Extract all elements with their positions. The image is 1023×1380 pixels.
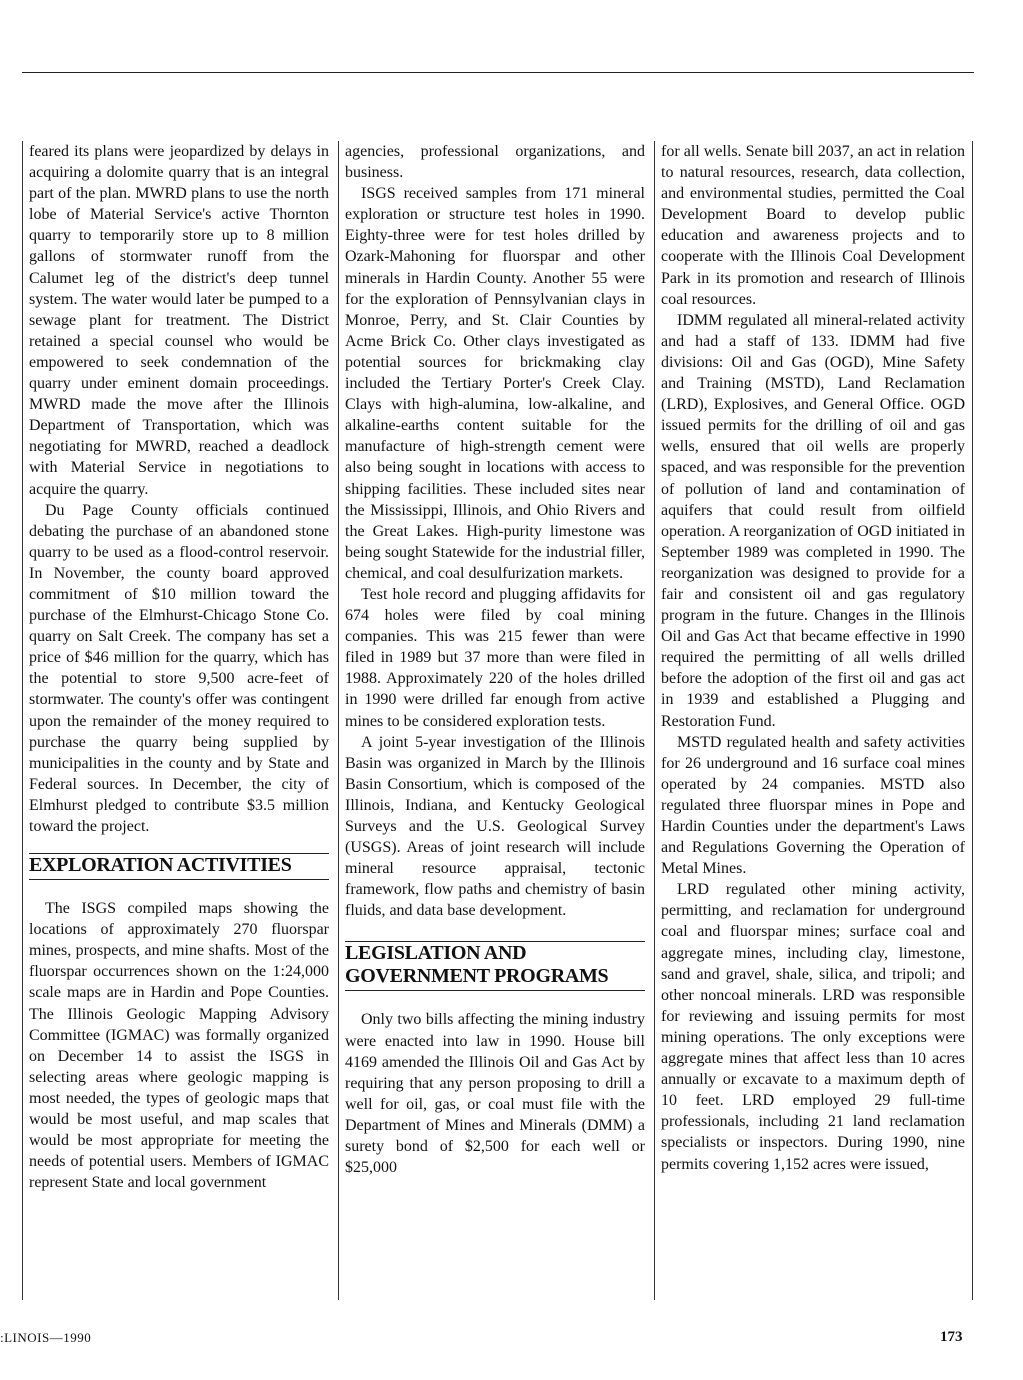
section-heading-legislation: LEGISLATION AND GOVERNMENT PROGRAMS [345, 941, 645, 991]
left-column [29, 141, 329, 1193]
paragraph: feared its plans were jeopardized by delays in acquiring a dolomite quarry that is an integral part of the plan. MWRD plans to use the north lobe of Material Service's active Thornton quarry to temporarily store up to 8 million gallons of stormwater runoff from the Calumet leg of the district's deep tunnel system. The water would later be pumped to a sewage plant for treatment. The District retained a special counsel who would be empowered to seek condemnation of the quarry under eminent domain proceedings. MWRD made the move after the Illinois Department of Transportation, which was negotiating for MWRD, reached a deadlock with Material Service in negotiations to acquire the quarry. [29, 143, 329, 498]
right-column [661, 141, 965, 1175]
paragraph: The ISGS compiled maps showing the locations of approximately 270 fluorspar mines, prospects, and mine shafts. Most of the fluorspar occurrences shown on the 1:24,000 scale maps are in Hardin and Pope Counties. The Illinois Geologic Mapping Advisory Committee (IGMAC) was formally organized on December 14 to assist the ISGS in selecting areas where geologic mapping is most needed, the types of geologic maps that would be most useful, and map scales that would be most appropriate for meeting the needs of potential users. Members of IGMAC represent State and local government [29, 900, 329, 1192]
middle-column [345, 141, 645, 1178]
column-divider [22, 141, 23, 1300]
paragraph: agencies, professional organizations, and business. [345, 143, 645, 182]
paragraph: A joint 5-year investigation of the Illinois Basin was organized in March by the Illinois Basin Consortium, which is composed of the Illinois, Indiana, and Kentucky Geological Surveys and the U.S. Geological Survey (USGS). Areas of joint research will include mineral resource appraisal, tectonic framework, flow paths and chemistry of basin fluids, and data base development. [345, 733, 645, 920]
paragraph: Du Page County officials continued debating the purchase of an abandoned stone quarry to be used as a flood-control reservoir. In November, the county board approved commitment of $10 million toward the purchase of the Elmhurst-Chicago Stone Co. quarry on Salt Creek. The company has set a price of $46 million for the quarry, which has the potential to store 9,500 acre-feet of stormwater. The county's offer was contingent upon the remainder of the money required to purchase the quarry being supplied by municipalities in the county and by State and Federal sources. In December, the city of Elmhurst pledged to contribute $3.5 million toward the project. [29, 501, 329, 835]
paragraph: for all wells. Senate bill 2037, an act in relation to natural resources, research, data collection, and environmental studies, permitted the Coal Development Board to develop public education and awareness projects and to cooperate with the Illinois Coal Development Park in its promotion and research of Illinois coal resources. [661, 143, 965, 308]
paragraph: LRD regulated other mining activity, permitting, and reclamation for underground coal and fluorspar mines; surface coal and aggregate mines, including clay, limestone, sand and gravel, shale, silica, and tripoli; and other noncoal minerals. LRD was responsible for reviewing and issuing permits for most mining operations. The only exceptions were aggregate mines that affect less than 10 acres annually or excavate to a maximum depth of 10 feet. LRD employed 29 full-time professionals, including 21 land reclamation specialists or inspectors. During 1990, nine permits covering 1,152 acres were issued, [661, 881, 965, 1173]
page-number: 173 [940, 1329, 963, 1345]
paragraph: ISGS received samples from 171 mineral exploration or structure test holes in 1990. Eighty-three were for test holes drilled by Ozark-Mahoning for fluorspar and other minerals in Hardin County. Another 55 were for the exploration of Pennsylvanian clays in Monroe, Perry, and St. Clair Counties by Acme Brick Co. Other clays investigated as potential sources for brickmaking clay included the Tertiary Porter's Creek Clay. Clays with high-alumina, low-alkaline, and alkaline-earths content suitable for the manufacture of high-strength cement were also being sought in locations with access to shipping facilities. These included sites near the Mississippi, Illinois, and Ohio Rivers and the Great Lakes. High-purity limestone was being sought Statewide for the industrial filler, chemical, and coal desulfurization markets. [345, 185, 645, 582]
section-heading-exploration: EXPLORATION ACTIVITIES [29, 853, 329, 880]
paragraph: Only two bills affecting the mining industry were enacted into law in 1990. House bill 4169 amended the Illinois Oil and Gas Act by requiring that any person proposing to drill a well for oil, gas, or coal must file with the Department of Mines and Minerals (DMM) a surety bond of $2,500 for each well or $25,000 [345, 1011, 645, 1177]
paragraph: MSTD regulated health and safety activities for 26 underground and 16 surface coal mines operated by 24 companies. MSTD also regulated three fluorspar mines in Pope and Hardin Counties under the department's Laws and Regulations Governing the Operation of Metal Mines. [661, 733, 965, 878]
running-footer: :LINOIS—1990 [0, 1330, 92, 1345]
column-divider [654, 141, 655, 1300]
column-divider [338, 141, 339, 1300]
column-divider [972, 141, 973, 1300]
paragraph: IDMM regulated all mineral-related activity and had a staff of 133. IDMM had five divisions: Oil and Gas (OGD), Mine Safety and Training (MSTD), Land Reclamation (LRD), Explosives, and General Office. OGD issued permits for the drilling of oil and gas wells, ensured that oil wells are properly spaced, and was responsible for the prevention of pollution of land and contamination of aquifers that could result from oilfield operation. A reorganization of OGD initiated in September 1989 was completed in 1990. The reorganization was designed to provide for a fair and consistent oil and gas regulatory program in the future. Changes in the Illinois Oil and Gas Act that became effective in 1990 required the permitting of all wells drilled before the adoption of the first oil and gas act in 1939 and established a Plugging and Restoration Fund. [661, 311, 965, 730]
paragraph: Test hole record and plugging affidavits for 674 holes were filed by coal mining companies. This was 215 fewer than were filed in 1989 but 37 more than were filed in 1988. Approximately 220 of the holes drilled in 1990 were drilled far enough from active mines to be considered exploration tests. [345, 585, 645, 730]
header-rule [22, 72, 974, 73]
